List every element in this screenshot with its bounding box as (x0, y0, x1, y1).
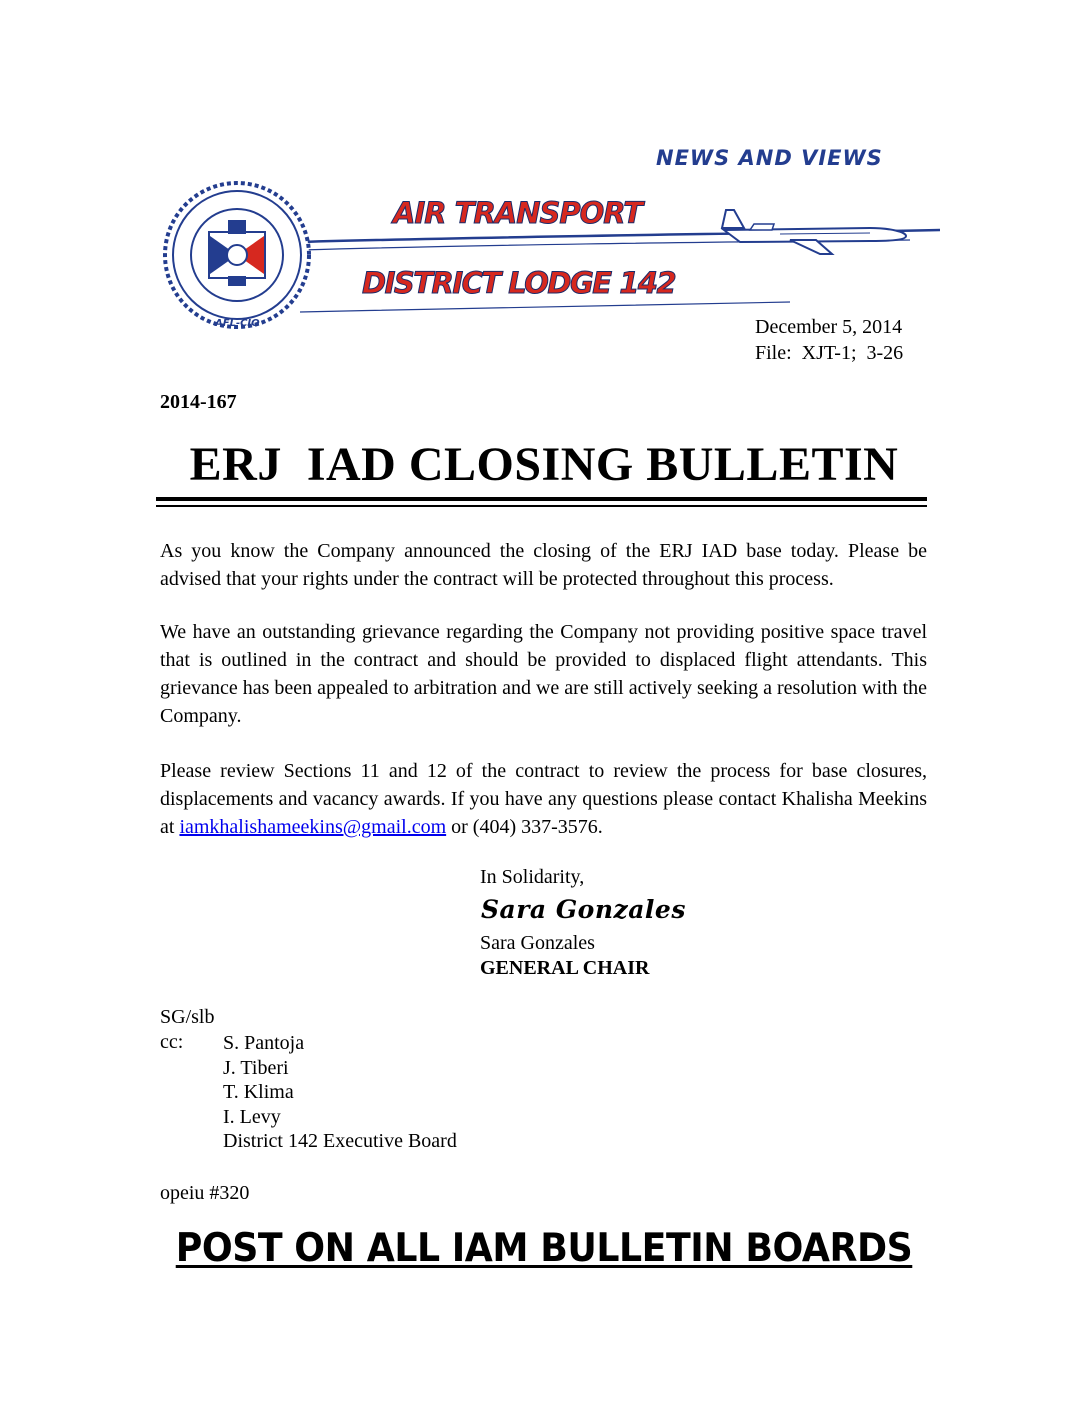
cc-recipient: District 142 Executive Board (223, 1130, 457, 1152)
document-date: December 5, 2014 (755, 316, 903, 338)
post-banner (0, 1226, 1088, 1271)
bulletin-number: 2014-167 (160, 391, 237, 413)
signer-title: GENERAL CHAIR (480, 957, 650, 979)
letterhead-line-1: AIR TRANSPORT (393, 196, 643, 230)
iam-seal-logo (162, 180, 312, 330)
body-paragraph-3 (160, 757, 927, 841)
body-paragraph-2: We have an outstanding grievance regarding the Company not providing positive space travel that is outlined in the contract and should be provided to displaced flight attendants. This grievance has been appealed to arbitration and we are still actively seeking a resolution with the Company. (160, 621, 927, 727)
signer-name: Sara Gonzales (480, 932, 595, 954)
typist-initials: SG/slb (160, 1006, 215, 1028)
contact-email-link[interactable]: iamkhalishameekins@gmail.com (179, 816, 447, 838)
paragraph-3-phone-text: or (404) 337-3576. (446, 816, 603, 838)
tagline: NEWS AND VIEWS (656, 146, 883, 170)
cc-recipient: S. Pantoja (223, 1032, 305, 1054)
union-label: opeiu #320 (160, 1182, 250, 1204)
cc-recipient: I. Levy (223, 1105, 281, 1128)
letterhead-line-2: DISTRICT LODGE 142 (362, 266, 676, 300)
affiliation-label: AFL-CIO (215, 318, 260, 329)
airplane-icon (720, 206, 910, 256)
cc-recipient: J. Tiberi (223, 1056, 289, 1079)
date-block (755, 314, 903, 366)
cc-list (223, 1031, 457, 1154)
post-banner-text: POST ON ALL IAM BULLETIN BOARDS (175, 1226, 913, 1271)
page-title: ERJ IAD CLOSING BULLETIN (189, 438, 899, 491)
title-rule (156, 497, 927, 501)
cc-recipient: T. Klima (223, 1081, 294, 1103)
closing: In Solidarity, (480, 866, 585, 888)
title-rule-secondary (156, 505, 927, 507)
handwritten-signature: Sara Gonzales (481, 895, 686, 924)
paragraph-3-text: Please review Sections 11 and 12 of the contract to review the process for base closures, displacements and vacancy awards. If you have any questions please contact Khalisha Meekins at (160, 760, 927, 838)
cc-label: cc: (160, 1031, 184, 1053)
body-paragraph-1: As you know the Company announced the closing of the ERJ IAD base today. Please be advised that your rights under the contract will be protected throughout this process. (160, 540, 927, 590)
file-reference: File: XJT-1; 3-26 (755, 342, 904, 364)
